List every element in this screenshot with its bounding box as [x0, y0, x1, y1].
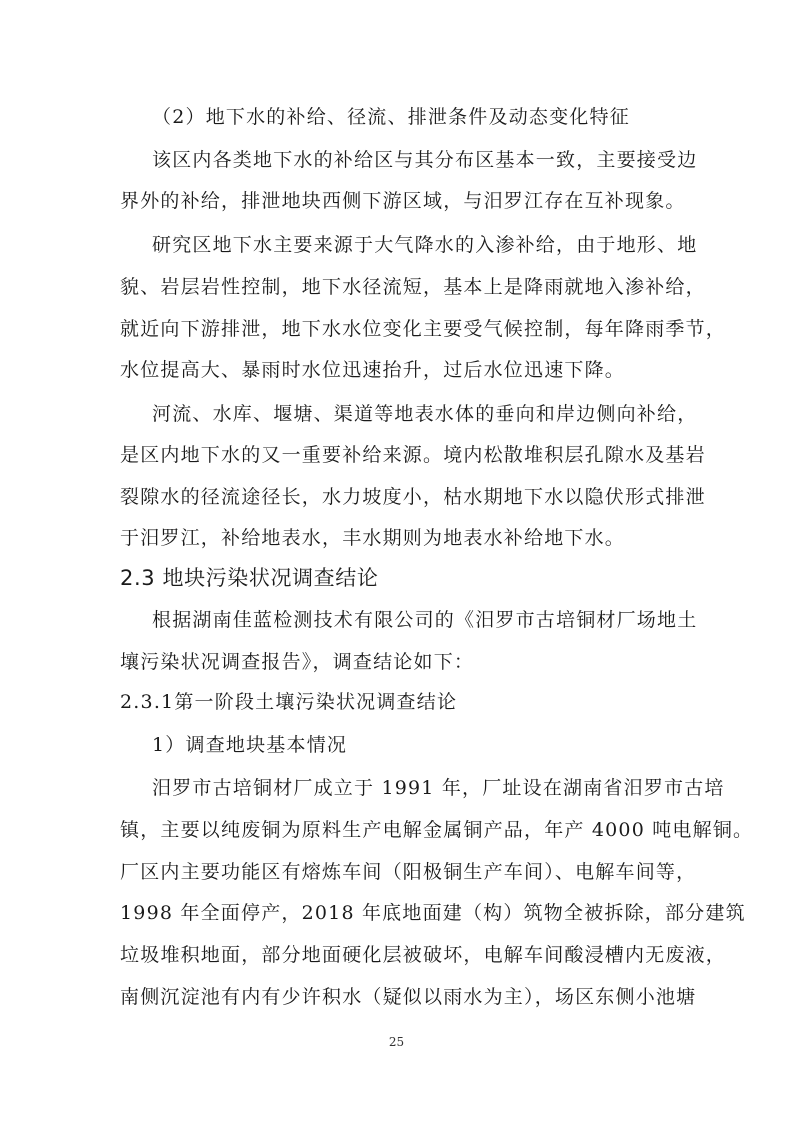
paragraph-line: 于汨罗江，补给地表水，丰水期则为地表水补给地下水。 [120, 527, 626, 549]
subsection-heading: 2.3.1第一阶段土壤污染状况调查结论 [120, 691, 458, 713]
paragraph-line: 汨罗市古培铜材厂成立于 1991 年，厂址设在湖南省汨罗市古培 [152, 777, 725, 799]
paragraph-line: 水位提高大、暴雨时水位迅速抬升，过后水位迅速下降。 [120, 359, 626, 381]
paragraph-line: 研究区地下水主要来源于大气降水的入渗补给，由于地形、地 [152, 234, 698, 256]
list-item-title: 1）调查地块基本情况 [152, 734, 348, 756]
paragraph-line: 裂隙水的径流途径长，水力坡度小，枯水期地下水以隐伏形式排泄 [120, 486, 706, 508]
paragraph-line: 壤污染状况调查报告》，调查结论如下： [120, 651, 475, 673]
paragraph-line: 是区内地下水的又一重要补给来源。境内松散堆积层孔隙水及基岩 [120, 444, 706, 466]
paragraph-line: 根据湖南佳蓝检测技术有限公司的《汨罗市古培铜材厂场地土 [152, 609, 698, 631]
paragraph-line: 镇，主要以纯废铜为原料生产电解金属铜产品，年产 4000 吨电解铜。 [120, 819, 754, 841]
paragraph-line: 界外的补给，排泄地块西侧下游区域，与汨罗江存在互补现象。 [120, 190, 686, 212]
paragraph-line: 就近向下游排泄，地下水水位变化主要受气候控制，每年降雨季节， [120, 318, 727, 340]
paragraph-line: 该区内各类地下水的补给区与其分布区基本一致，主要接受边 [152, 149, 698, 171]
paragraph-line: 河流、水库、堰塘、渠道等地表水体的垂向和岸边侧向补给， [152, 403, 698, 425]
section-subtitle: （2）地下水的补给、径流、排泄条件及动态变化特征 [152, 106, 630, 128]
paragraph-line: 南侧沉淀池有内有少许积水（疑似以雨水为主），场区东侧小池塘 [120, 986, 697, 1008]
section-heading: 2.3 地块污染状况调查结论 [120, 566, 379, 590]
page-number: 25 [388, 1035, 405, 1049]
paragraph-line: 垃圾堆积地面，部分地面硬化层被破坏，电解车间酸浸槽内无废液， [120, 944, 727, 966]
paragraph-line: 1998 年全面停产，2018 年底地面建（构）筑物全被拆除，部分建筑 [120, 902, 746, 924]
paragraph-line: 厂区内主要功能区有熔炼车间（阳极铜生产车间）、电解车间等， [120, 861, 697, 883]
paragraph-line: 貌、岩层岩性控制，地下水径流短，基本上是降雨就地入渗补给， [120, 276, 706, 298]
